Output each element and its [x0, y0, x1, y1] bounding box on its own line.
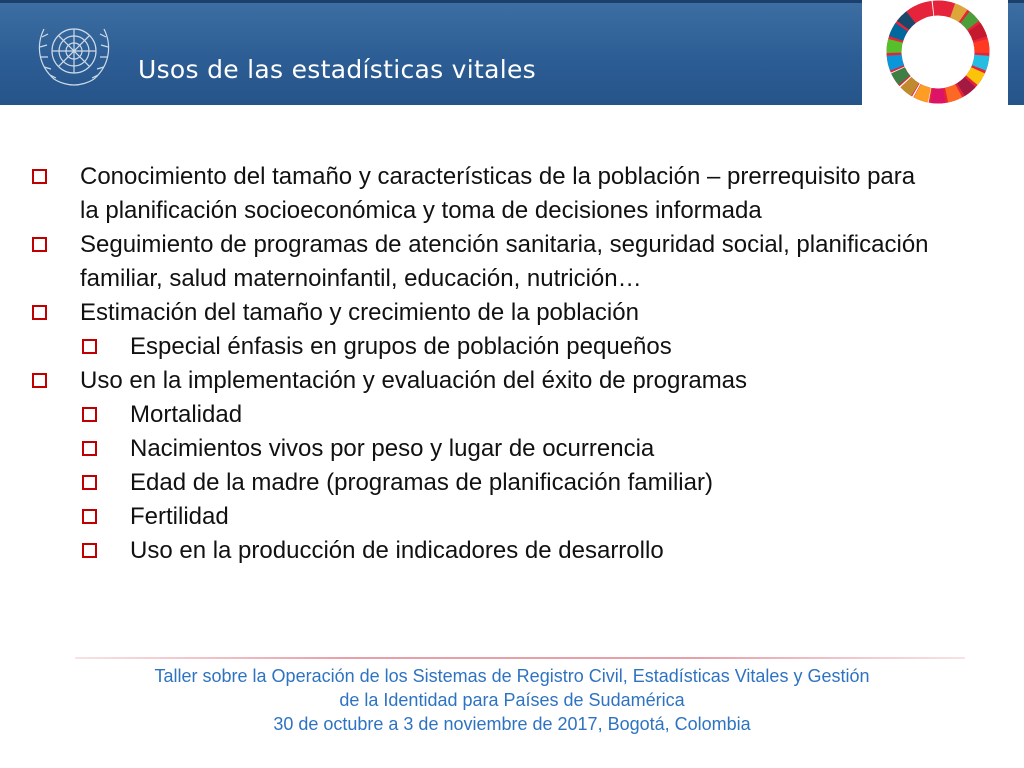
bullet-list	[30, 160, 930, 568]
hollow-square-bullet-icon	[82, 509, 97, 524]
bullet-text: Nacimientos vivos por peso y lugar de ocurrencia	[130, 435, 655, 462]
hollow-square-bullet-icon	[32, 237, 47, 252]
footer-divider	[75, 657, 965, 659]
footer-line-2: de la Identidad para Países de Sudamérica	[339, 690, 685, 710]
sub-bullet-item	[30, 500, 930, 534]
sub-bullet-item	[30, 466, 930, 500]
hollow-square-bullet-icon	[82, 339, 97, 354]
bullet-text: Seguimiento de programas de atención sanitaria, seguridad social, planificación familiar, salud maternoinfantil, educación, nutrición…	[80, 231, 929, 292]
sdg-color-wheel-icon	[876, 0, 1000, 105]
hollow-square-bullet-icon	[32, 305, 47, 320]
bullet-item	[30, 228, 930, 296]
bullet-text: Especial énfasis en grupos de población pequeños	[130, 333, 672, 360]
hollow-square-bullet-icon	[82, 407, 97, 422]
bullet-item	[30, 160, 930, 228]
sub-bullet-item	[30, 398, 930, 432]
hollow-square-bullet-icon	[82, 543, 97, 558]
footer	[0, 664, 1024, 736]
bullet-text: Uso en la producción de indicadores de desarrollo	[130, 537, 664, 564]
bullet-text: Conocimiento del tamaño y características de la población – prerrequisito para la planificación socioeconómica y toma de decisiones informada	[80, 163, 916, 224]
bullet-text: Fertilidad	[130, 503, 229, 530]
bullet-item	[30, 364, 930, 398]
bullet-text: Edad de la madre (programas de planificación familiar)	[130, 469, 713, 496]
bullet-text: Mortalidad	[130, 401, 243, 428]
page-title: Usos de las estadísticas vitales	[138, 55, 536, 84]
sub-bullet-item	[30, 534, 930, 568]
bullet-text: Estimación del tamaño y crecimiento de la población	[80, 299, 639, 326]
bullet-text: Uso en la implementación y evaluación del éxito de programas	[80, 367, 748, 394]
hollow-square-bullet-icon	[82, 441, 97, 456]
footer-line-1: Taller sobre la Operación de los Sistemas de Registro Civil, Estadísticas Vitales y Gestión	[154, 666, 870, 686]
bullet-item	[30, 296, 930, 330]
footer-line-3: 30 de octubre a 3 de noviembre de 2017, Bogotá, Colombia	[273, 714, 751, 734]
sub-bullet-item	[30, 330, 930, 364]
sub-bullet-item	[30, 432, 930, 466]
hollow-square-bullet-icon	[32, 169, 47, 184]
hollow-square-bullet-icon	[82, 475, 97, 490]
united-nations-emblem-icon	[30, 17, 118, 89]
hollow-square-bullet-icon	[32, 373, 47, 388]
